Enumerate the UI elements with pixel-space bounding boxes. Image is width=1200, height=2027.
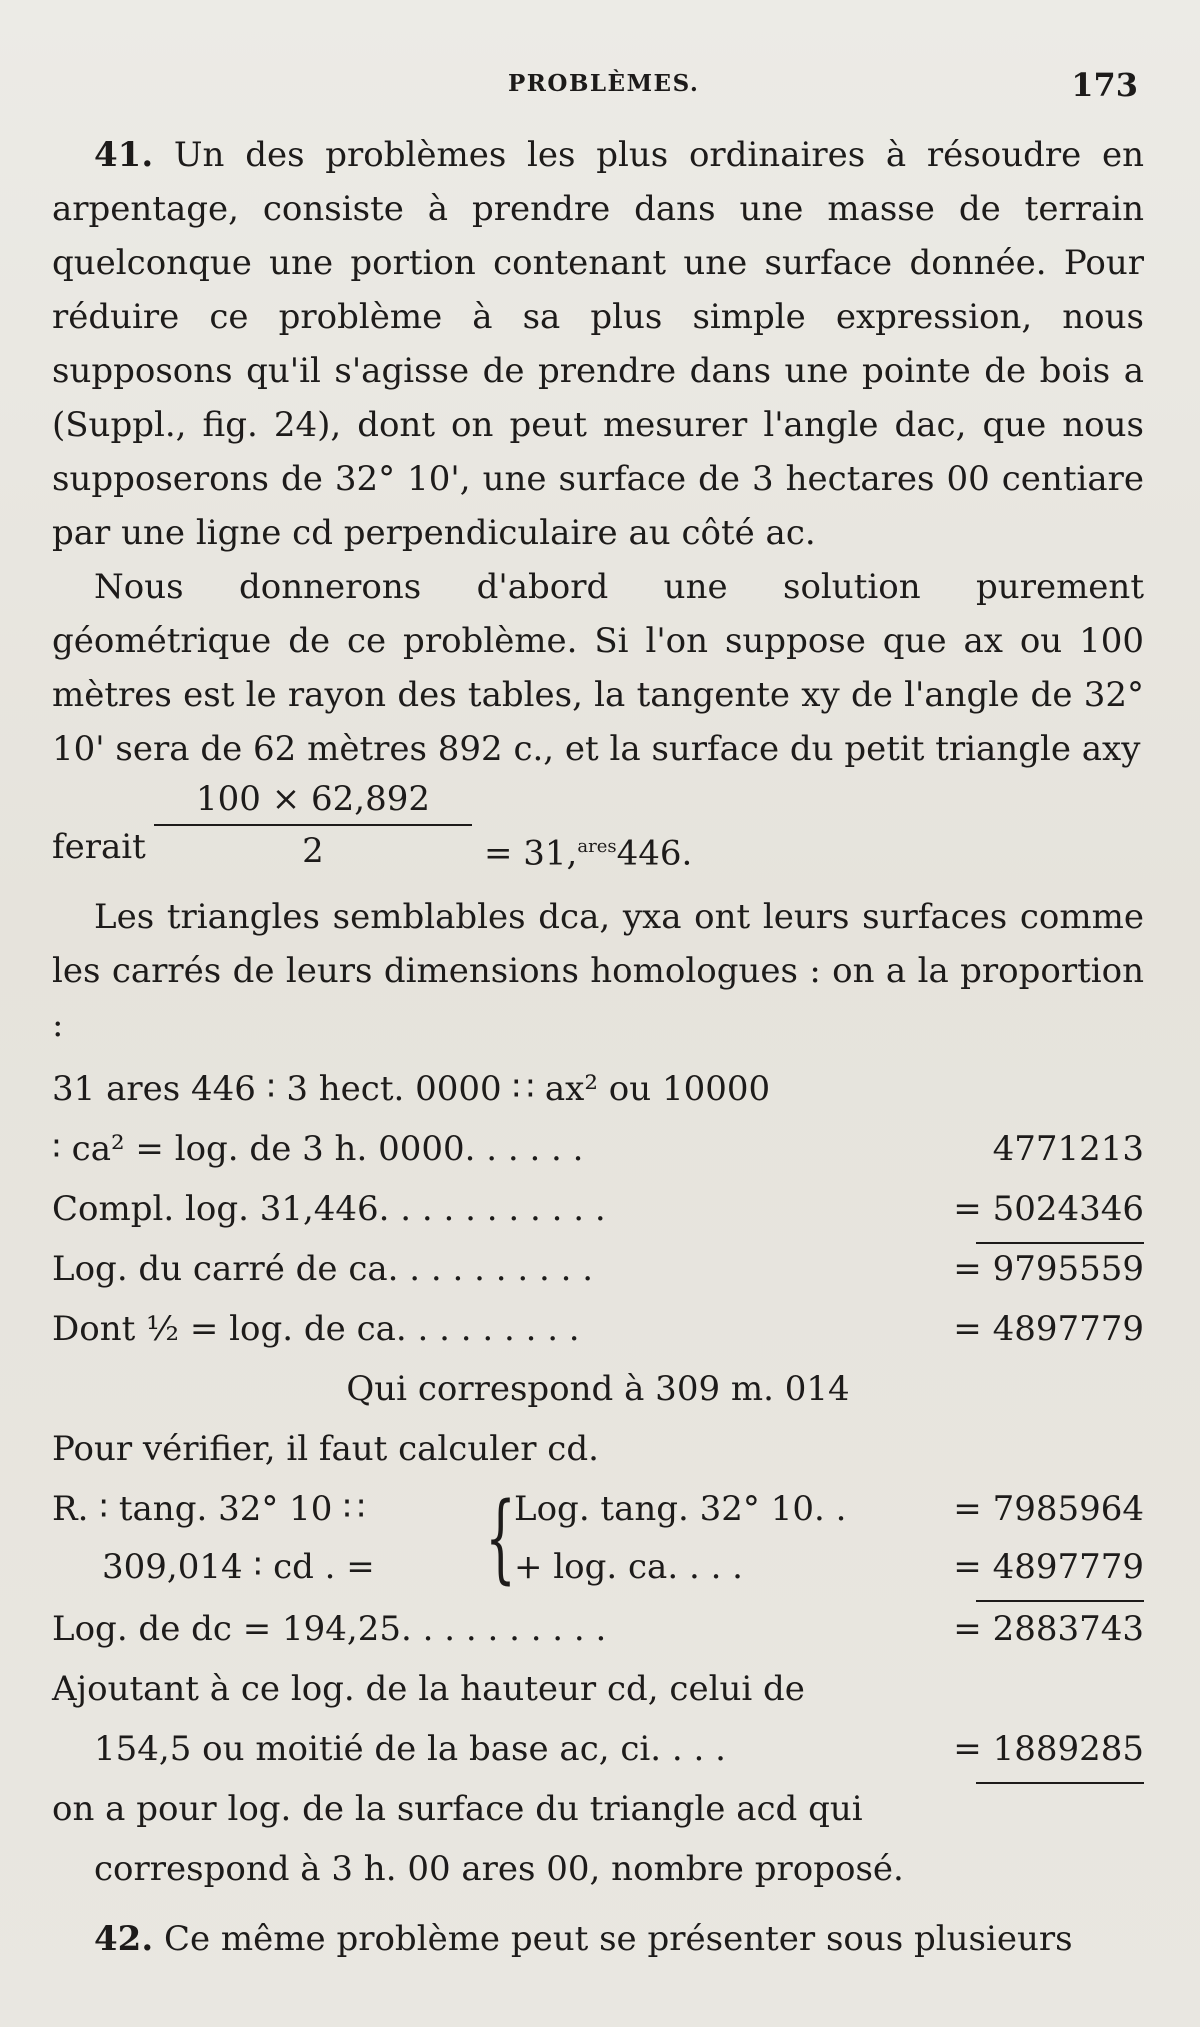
ajoutant-line-2: 154,5 ou moitié de la base ac, ci. . . . = 1889285	[52, 1722, 1144, 1782]
calc-row: ∶ ca² = log. de 3 h. 0000. . . . . . 4771213	[52, 1129, 1144, 1169]
ajoutant-line: Ajoutant à ce log. de la hauteur cd, celui de	[52, 1669, 805, 1709]
brace-calculation: R. ∶ tang. 32° 10 ∷ 309,014 ∶ cd . = { Log. tang. 32° 10. . + log. ca. . . . = 7985964 = 4897779	[52, 1482, 1144, 1602]
fraction-result: = 31,$^{ares}$446.	[484, 833, 693, 874]
paragraph-41	[52, 128, 1144, 560]
fraction-bar	[154, 824, 472, 826]
fraction-label: ferait	[52, 827, 146, 867]
paragraph-similar-triangles: Les triangles semblables dca, yxa ont leurs surfaces comme les carrés de leurs dimensions homologues : on a la proportion :	[52, 897, 1144, 1045]
calc-row: Compl. log. 31,446. . . . . . . . . . . = 5024346	[52, 1182, 1144, 1242]
fraction-numerator: 100 × 62,892	[196, 779, 430, 819]
corresponds-line: Qui correspond à 309 m. 014	[346, 1369, 850, 1409]
paragraph-number: 42.	[94, 1919, 154, 1959]
page-number: 173	[1071, 66, 1138, 104]
verify-line: Pour vérifier, il faut calculer cd.	[52, 1429, 599, 1469]
page-header	[0, 66, 1200, 106]
paragraph-number: 41.	[94, 135, 154, 175]
paragraph-text: Un des problèmes les plus ordinaires à résoudre en arpentage, consiste à prendre dans une masse de terrain quelconque une portion contenant une surface donnée. Pour réduire ce problème à sa plus simple expression, nous supposons qu'il s'agisse de prendre dans une pointe de bois a (Suppl., fig. 24), dont on peut mesurer l'angle dac, que nous supposerons de 32° 10', une surface de 3 hectares 00 centiare par une ligne cd perpendiculaire au côté ac.	[52, 135, 1144, 553]
paragraph-geometric-solution: Nous donnerons d'abord une solution purement géométrique de ce problème. Si l'on suppose que ax ou 100 mètres est le rayon des tables, la tangente xy de l'angle de 32° 10' sera de 62 mètres 892 c., et la surface du petit triangle axy	[52, 567, 1144, 769]
proportion-line: 31 ares 446 ∶ 3 hect. 0000 ∷ ax² ou 10000	[52, 1069, 771, 1109]
conclusion-line: on a pour log. de la surface du triangle acd qui	[52, 1789, 863, 1829]
brace-symbol: {	[485, 1482, 516, 1594]
conclusion-line-2: correspond à 3 h. 00 ares 00, nombre proposé.	[94, 1849, 904, 1889]
calc-row: Log. de dc = 194,25. . . . . . . . . . = 2883743	[52, 1609, 1144, 1649]
fraction-denominator: 2	[302, 831, 324, 871]
calc-row: Log. du carré de ca. . . . . . . . . . = 9795559	[52, 1249, 1144, 1289]
paragraph-text: Ce même problème peut se présenter sous plusieurs	[163, 1919, 1073, 1959]
fraction-equation	[52, 776, 1144, 880]
page-body	[52, 128, 1144, 1966]
paragraph-42	[52, 1912, 1144, 1966]
fraction	[154, 776, 472, 874]
running-head: PROBLÈMES.	[508, 70, 700, 97]
calc-row: Dont ½ = log. de ca. . . . . . . . . = 4897779	[52, 1309, 1144, 1349]
